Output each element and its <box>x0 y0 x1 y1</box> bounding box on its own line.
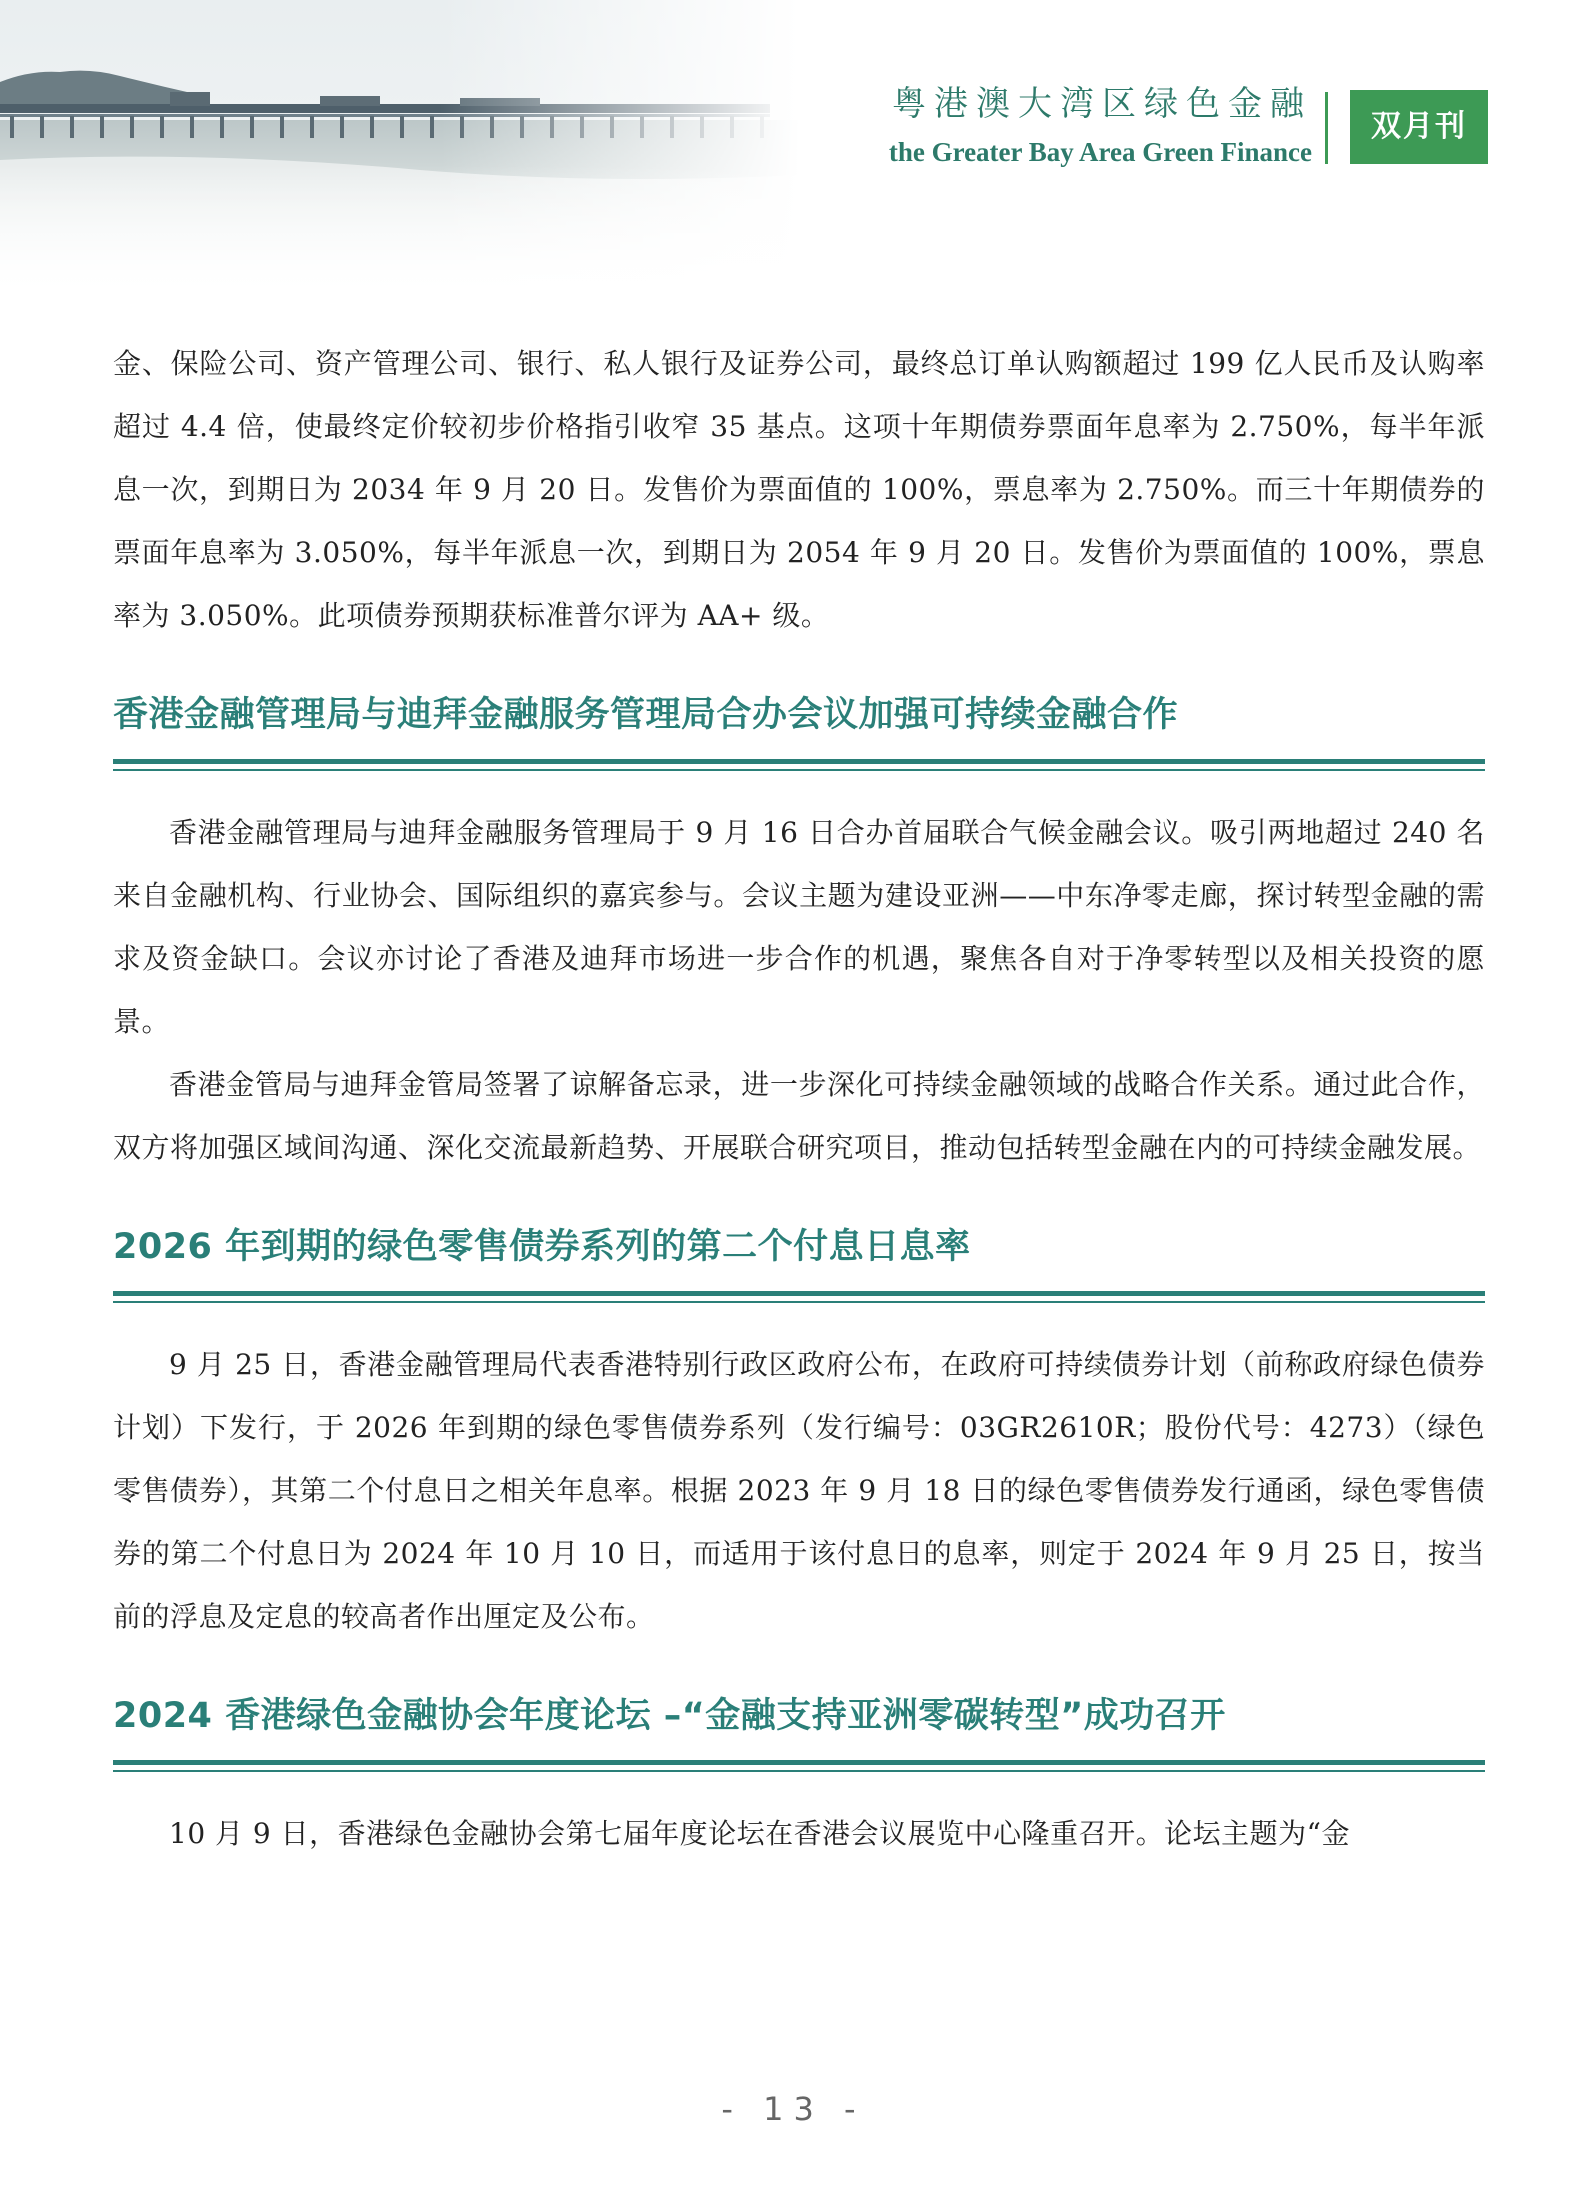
section-title: 2024 香港绿色金融协会年度论坛 –“金融支持亚洲零碳转型”成功召开 <box>113 1696 1226 1736</box>
intro-paragraph: 金、保险公司、资产管理公司、银行、私人银行及证券公司，最终总订单认购额超过 199 亿人民币及认购率超过 4.4 倍，使最终定价较初步价格指引收窄 35 基点。这项十年期债券票面年息率为 2.750%，每半年派息一次，到期日为 2034 年 9 月 20 日。发售价为票面值的 100%，票息率为 2.750%。而三十年期债券的票面年息率为 3.050%，每半年派息一次，到期日为 2054 年 9 月 20 日。发售价为票面值的 100%，票息率为 3.050%。此项债券预期获标准普尔评为 AA+ 级。 <box>113 347 1485 632</box>
section-divider-thin <box>113 1301 1485 1303</box>
section-paragraph: 香港金融管理局与迪拜金融服务管理局于 9 月 16 日合办首届联合气候金融会议。吸引两地超过 240 名来自金融机构、行业协会、国际组织的嘉宾参与。会议主题为建设亚洲——中东净零走廊，探讨转型金融的需求及资金缺口。会议亦讨论了香港及迪拜市场进一步合作的机遇，聚焦各自对于净零转型以及相关投资的愿景。 <box>113 816 1485 1038</box>
masthead-title-en: the Greater Bay Area Green Finance <box>888 137 1312 167</box>
section-divider <box>113 1760 1485 1765</box>
section-hkgfa-forum <box>113 1686 1485 1865</box>
masthead <box>862 80 1312 170</box>
issue-badge: 双月刊 <box>1350 90 1488 164</box>
section-title: 香港金融管理局与迪拜金融服务管理局合办会议加强可持续金融合作 <box>113 695 1179 735</box>
section-paragraph: 9 月 25 日，香港金融管理局代表香港特别行政区政府公布，在政府可持续债券计划（前称政府绿色债券计划）下发行，于 2026 年到期的绿色零售债券系列（发行编号：03GR2610R；股份代号：4273）（绿色零售债券），其第二个付息日之相关年息率。根据 2023 年 9 月 18 日的绿色零售债券发行通函，绿色零售债券的第二个付息日为 2024 年 10 月 10 日，而适用于该付息日的息率，则定于 2024 年 9 月 25 日，按当前的浮息及定息的较高者作出厘定及公布。 <box>113 1348 1485 1633</box>
section-divider-thin <box>113 769 1485 771</box>
page-number: - 13 - <box>721 2090 866 2128</box>
article-content <box>113 332 1485 1865</box>
bridge-image <box>0 0 800 300</box>
section-hkma-dfsa <box>113 685 1485 1179</box>
section-green-retail-bond <box>113 1217 1485 1648</box>
masthead-title-cn: 粤港澳大湾区绿色金融 <box>892 84 1312 124</box>
section-divider <box>113 759 1485 764</box>
header-photo <box>0 0 800 300</box>
masthead-divider <box>1325 92 1328 164</box>
section-paragraph: 香港金管局与迪拜金管局签署了谅解备忘录，进一步深化可持续金融领域的战略合作关系。通过此合作，双方将加强区域间沟通、深化交流最新趋势、开展联合研究项目，推动包括转型金融在内的可持续金融发展。 <box>113 1068 1485 1164</box>
section-divider-thin <box>113 1770 1485 1772</box>
section-paragraph: 10 月 9 日，香港绿色金融协会第七届年度论坛在香港会议展览中心隆重召开。论坛主题为“金 <box>169 1817 1350 1850</box>
section-divider <box>113 1291 1485 1296</box>
section-title: 2026 年到期的绿色零售债券系列的第二个付息日息率 <box>113 1227 971 1267</box>
